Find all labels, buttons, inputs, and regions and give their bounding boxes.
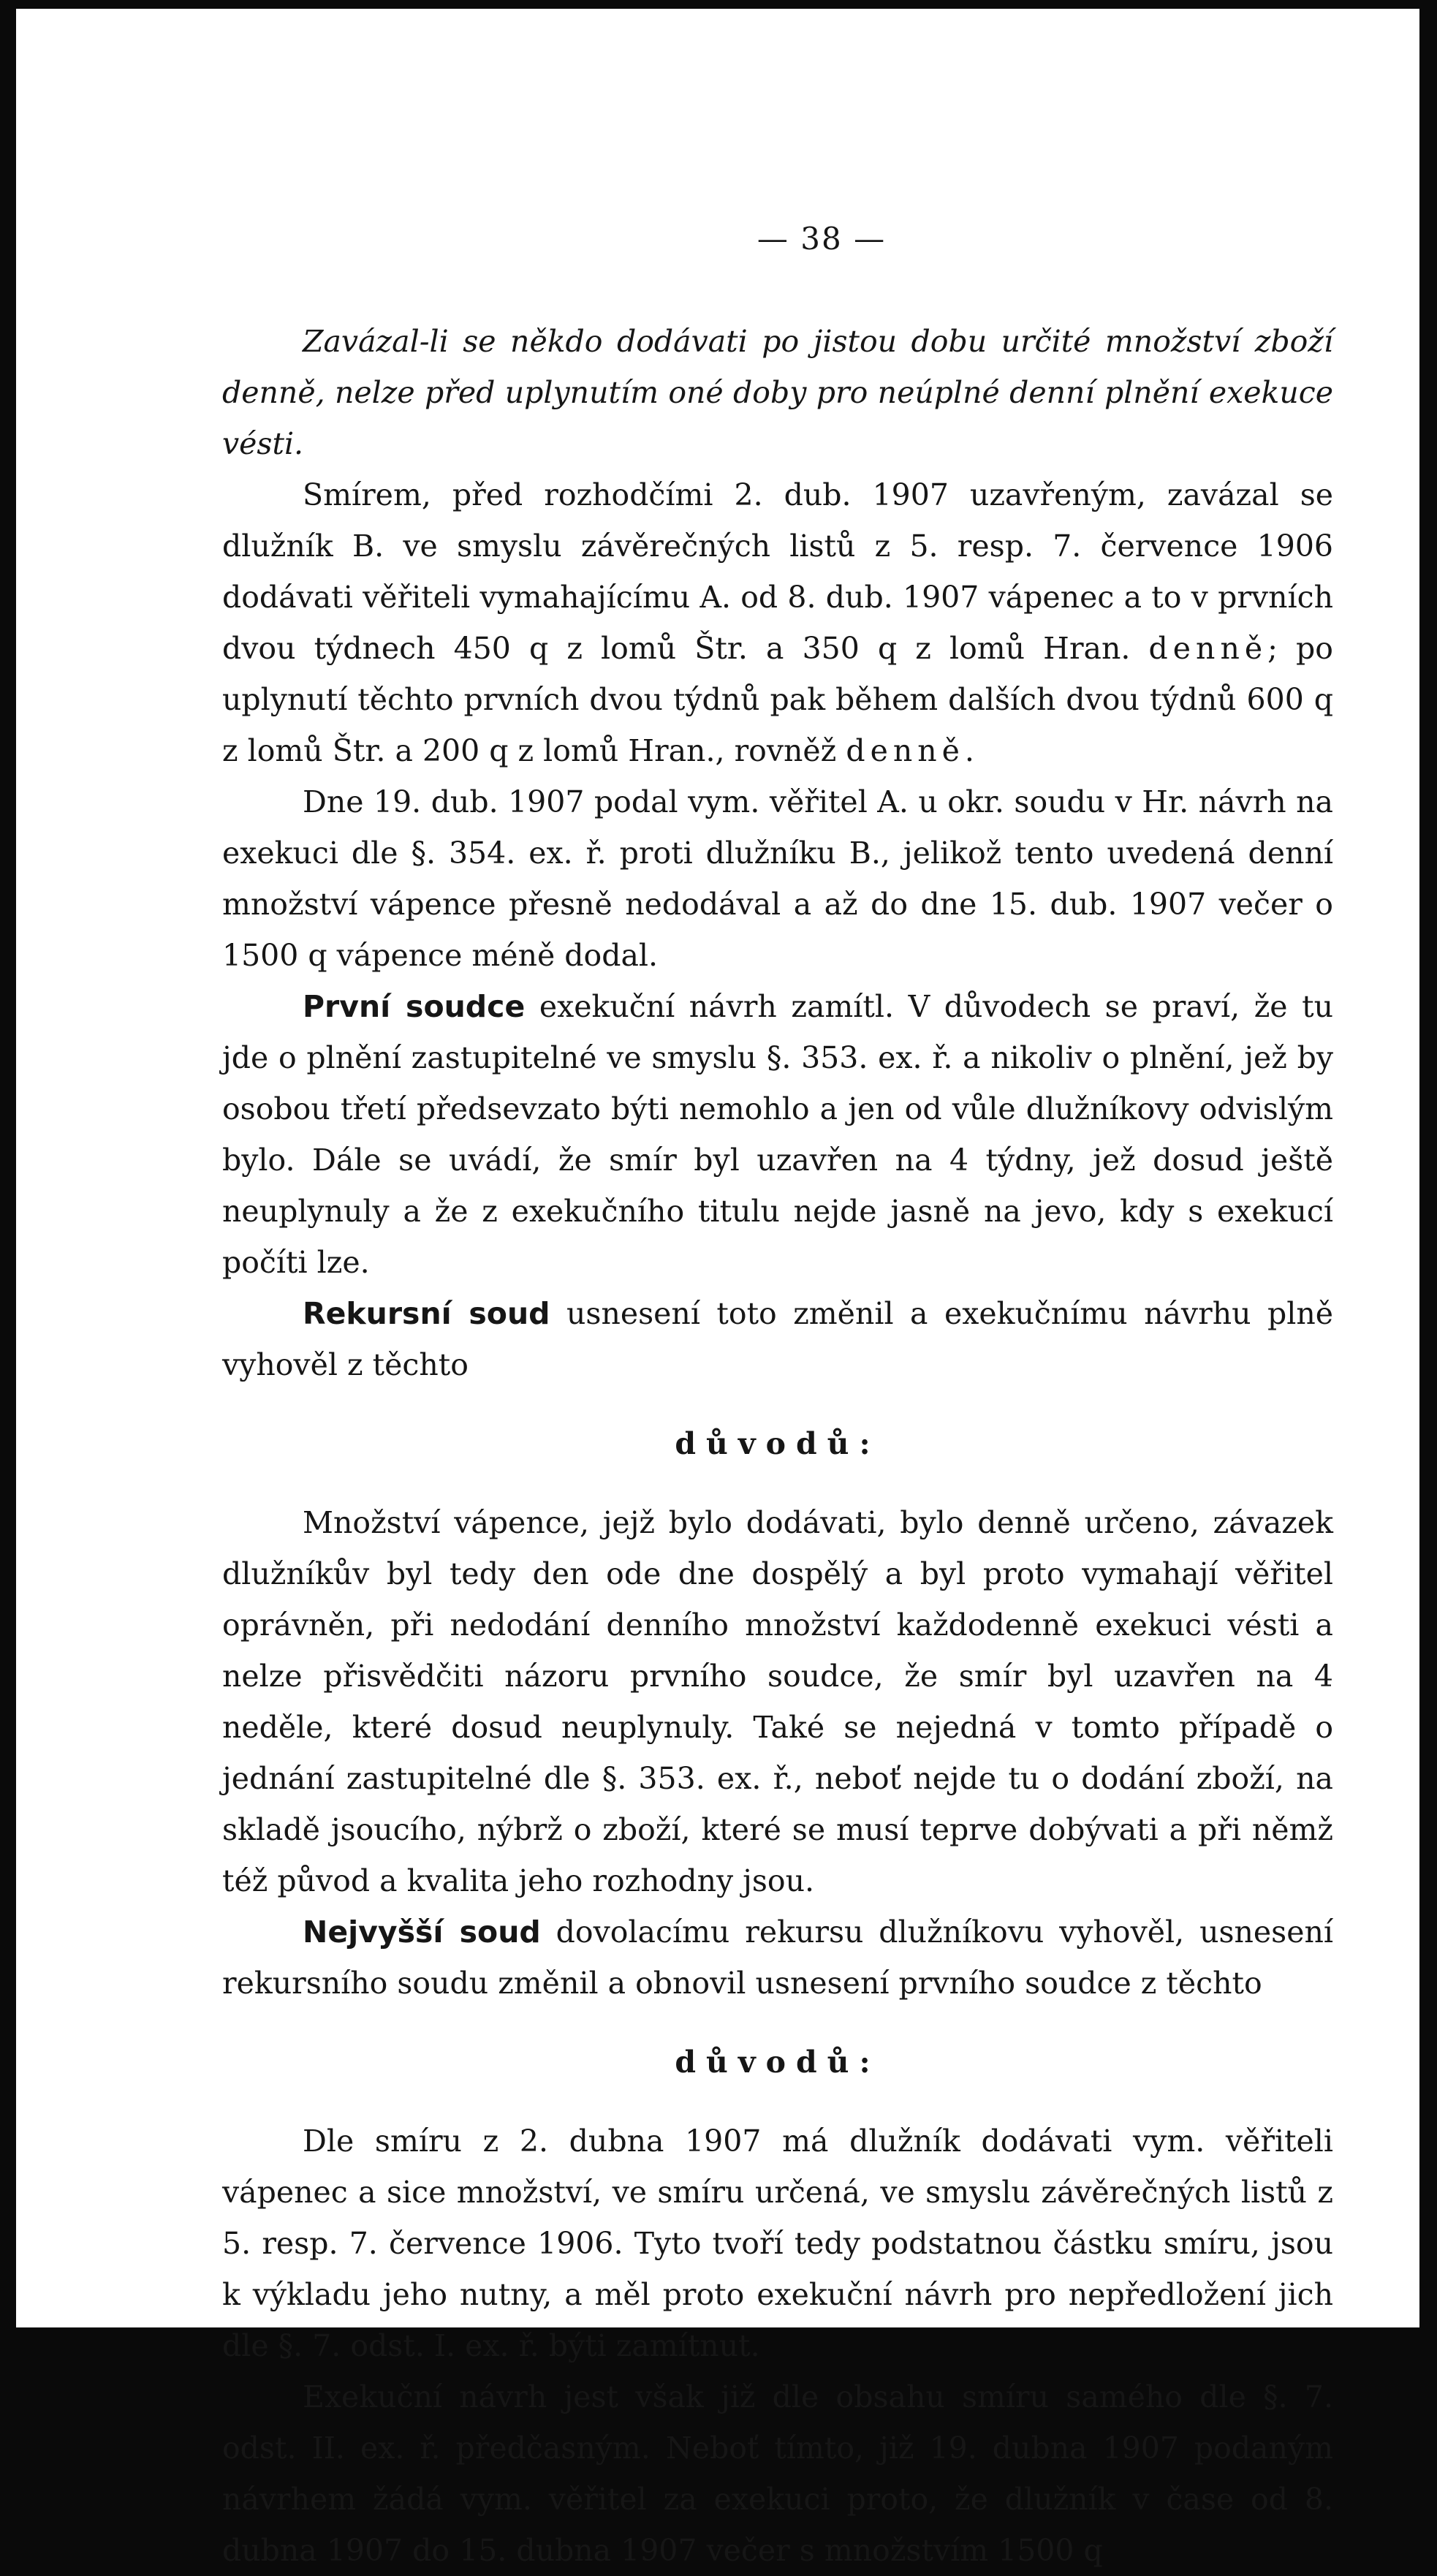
paragraph-first-court <box>222 981 1333 1288</box>
page-content <box>222 213 1333 2576</box>
paragraph-supreme-reasons-2: Exekuční návrh jest však již dle obsahu smíru samého dle §. 7. odst. II. ex. ř. předčasným. Neboť tímto, již 19. dubna 1907 podaným návrhem žádá vym. věřitel za exekuci proto, že dlužník v čase od 8. dubna 1907 do 15. dubna 1907 večer s množstvím 1500 q <box>222 2379 1333 2568</box>
book-page <box>16 9 1419 2568</box>
daily-emphasis-2: denně <box>846 733 965 768</box>
first-court-label: První soudce <box>303 989 526 1024</box>
daily-emphasis: denně <box>1148 631 1268 666</box>
supreme-court-label: Nejvyšší soud <box>303 1914 541 1950</box>
settlement-text: Smírem, před rozhodčími 2. dub. 1907 uzavřeným, zavázal se dlužník B. ve smyslu závěrečných listů z 5. resp. 7. července 1906 dodávati věřiteli vymahajícímu A. od 8. dub. 1907 vápenec a to v prvních dvou týdnech 450 q z lomů Štr. a 350 q z lomů Hran. <box>222 477 1333 666</box>
paragraph-supreme-court <box>222 1906 1333 2009</box>
section-heading-reasons-1: důvodů: <box>675 1426 881 1461</box>
appeal-court-text: usnesení toto změnil a exekučnímu návrhu plně vyhověl z těchto <box>222 1296 1334 1382</box>
case-summary: Zavázal-li se někdo dodávati po jistou dobu určité množství zboží denně, nelze před uplynutím oné doby pro neúplné denní plnění exekuce vésti. <box>222 324 1333 461</box>
first-court-text: exekuční návrh zamítl. V důvodech se praví, že tu jde o plnění zastupitelné ve smyslu §. 353. ex. ř. a nikoliv o plnění, jež by osobou třetí předsevzato býti nemohlo a jen od vůle dlužníkovy odvislým bylo. Dále se uvádí, že smír byl uzavřen na 4 týdny, jež dosud ještě neuplynuly a že z exekučního titulu nejde jasně na jevo, kdy s exekucí počíti lze. <box>222 989 1334 1280</box>
settlement-text-continued: ; po uplynutí těchto prvních dvou týdnů pak během dalších dvou týdnů 600 q z lomů Štr. a 200 q z lomů Hran., rovněž <box>222 631 1333 768</box>
appeal-court-label: Rekursní soud <box>303 1296 550 1331</box>
paragraph-appeal-reasons: Množství vápence, jejž bylo dodávati, bylo denně určeno, závazek dlužníkův byl tedy den ode dne dospělý a byl proto vymahají věřitel oprávněn, při nedodání denního množství každodenně exekuci vésti a nelze přisvědčiti názoru prvního soudce, že smír byl uzavřen na 4 neděle, které dosud neuplynuly. Také se nejedná v tomto případě o jednání zastupitelné dle §. 353. ex. ř., neboť nejde tu o dodání zboží, na skladě jsoucího, nýbrž o zboží, které se musí teprve dobývati a při němž též původ a kvalita jeho rozhodny jsou. <box>222 1505 1333 1898</box>
paragraph-appeal-court <box>222 1288 1333 1390</box>
settlement-text-end: . <box>964 733 974 768</box>
paragraph-supreme-reasons-1: Dle smíru z 2. dubna 1907 má dlužník dodávati vym. věřiteli vápenec a sice množství, ve smíru určená, ve smyslu závěrečných listů z 5. resp. 7. července 1906. Tyto tvoří tedy podstatnou částku smíru, jsou k výkladu jeho nutny, a měl proto exekuční návrh pro nepředložení jich dle §. 7. odst. I. ex. ř. býti zamítnut. <box>222 2124 1333 2363</box>
paragraph-settlement <box>222 469 1333 776</box>
paragraph-motion: Dne 19. dub. 1907 podal vym. věřitel A. u okr. soudu v Hr. návrh na exekuci dle §. 354. ex. ř. proti dlužníku B., jelikož tento uvedená denní množství vápence přesně nedodával a až do dne 15. dub. 1907 večer o 1500 q vápence méně dodal. <box>222 784 1333 973</box>
supreme-court-text: dovolacímu rekursu dlužníkovu vyhověl, usnesení rekursního soudu změnil a obnovil usnesení prvního soudce z těchto <box>222 1914 1334 2001</box>
section-heading-reasons-2: důvodů: <box>675 2045 881 2080</box>
page-number: — 38 — <box>757 221 887 257</box>
